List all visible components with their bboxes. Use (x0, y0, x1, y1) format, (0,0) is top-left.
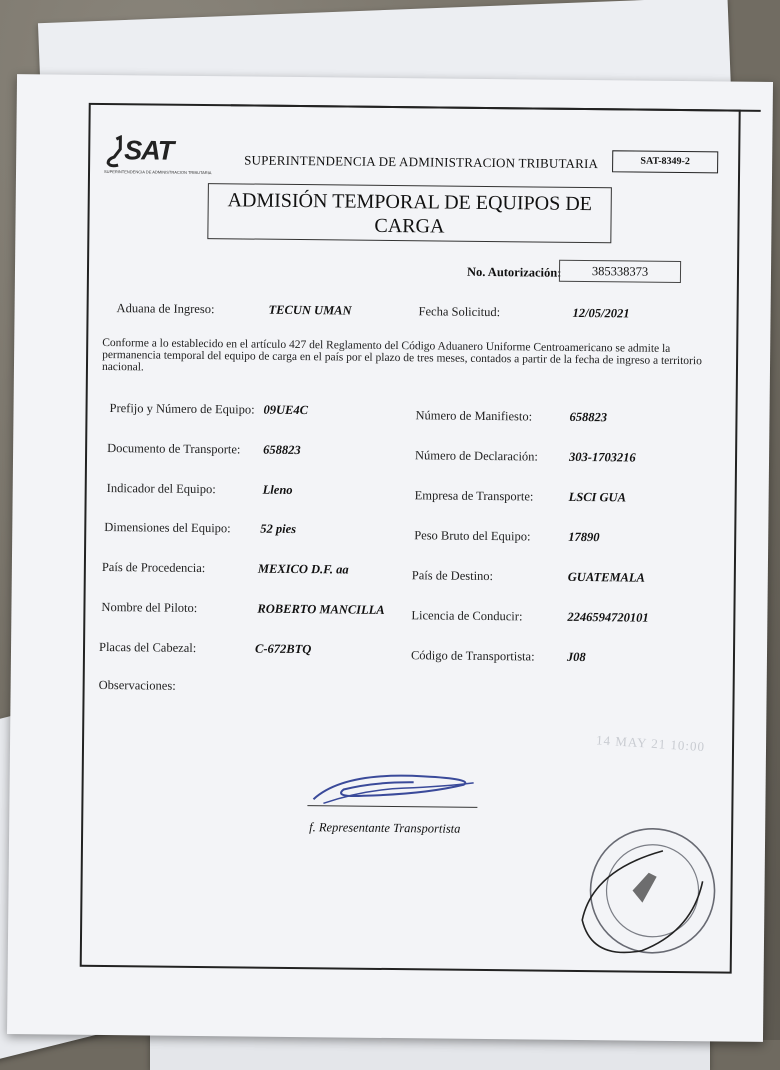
field-label: Documento de Transporte: (107, 441, 241, 457)
field-label: Número de Declaración: (415, 448, 539, 464)
authorization-label: No. Autorización: (466, 264, 562, 280)
customs-label: Aduana de Ingreso: (116, 301, 215, 317)
field-value: GUATEMALA (567, 569, 645, 585)
field-label: Prefijo y Número de Equipo: (109, 401, 255, 417)
field-label: Indicador del Equipo: (106, 481, 216, 497)
field-value: 2246594720101 (567, 609, 649, 625)
field-value: J08 (566, 649, 586, 665)
field-value: 658823 (263, 442, 301, 458)
received-date-stamp: 14 MAY 21 10:00 (595, 732, 706, 755)
sat-logo (104, 135, 212, 180)
customs-seal-stamp (552, 810, 744, 972)
field-value: Lleno (262, 482, 293, 497)
sat-logo-subtext: SUPERINTENDENCIA DE ADMINISTRACION TRIBUTARIA (104, 168, 212, 176)
customs-value: TECUN UMAN (268, 302, 352, 318)
field-label: Número de Manifiesto: (415, 408, 533, 424)
field-label: Licencia de Conducir: (411, 608, 523, 624)
field-value: C-672BTQ (254, 641, 312, 657)
field-label: País de Procedencia: (101, 559, 206, 576)
legal-paragraph: Conforme a lo establecido en el artículo 427 del Reglamento del Código Aduanero Uniforme Centroamericano se admite la permanencia temporal del equipo de carga en el país por el plazo de tres meses, contados a partir de la fecha de ingreso a territorio nacional. (101, 336, 702, 374)
field-value: 303-1703216 (568, 449, 636, 465)
date-value: 12/05/2021 (572, 305, 630, 321)
frame-top-line (231, 104, 761, 112)
observations-label: Observaciones: (98, 677, 176, 693)
field-value: 52 pies (260, 521, 297, 537)
sat-logo-text: SAT (124, 135, 174, 166)
document-frame (80, 103, 741, 974)
date-label: Fecha Solicitud: (418, 304, 501, 320)
signature (303, 759, 484, 821)
form-code: SAT-8349-2 (612, 150, 718, 173)
field-value: 09UE4C (263, 402, 309, 418)
document-page (7, 74, 773, 1042)
field-value: 17890 (568, 529, 600, 545)
document-title (207, 183, 612, 243)
field-label: Nombre del Piloto: (101, 599, 198, 615)
field-label: Código de Transportista: (410, 648, 535, 664)
field-label: Peso Bruto del Equipo: (414, 528, 531, 544)
field-label: Empresa de Transporte: (414, 488, 534, 504)
title-line-2: CARGA (374, 214, 445, 238)
field-value: 658823 (569, 409, 608, 425)
field-label: Dimensiones del Equipo: (104, 520, 231, 536)
field-label: Placas del Cabezal: (98, 639, 197, 655)
field-value: ROBERTO MANCILLA (257, 601, 385, 617)
authorization-number: 385338373 (559, 260, 681, 283)
title-line-1: ADMISIÓN TEMPORAL DE EQUIPOS DE (227, 189, 593, 216)
agency-name: SUPERINTENDENCIA DE ADMINISTRACION TRIBUTARIA (244, 152, 599, 172)
field-label: País de Destino: (411, 568, 494, 584)
signature-label: f. Representante Transportista (309, 820, 461, 836)
field-value: LSCI GUA (568, 489, 627, 505)
field-value: MEXICO D.F. aa (257, 561, 349, 577)
